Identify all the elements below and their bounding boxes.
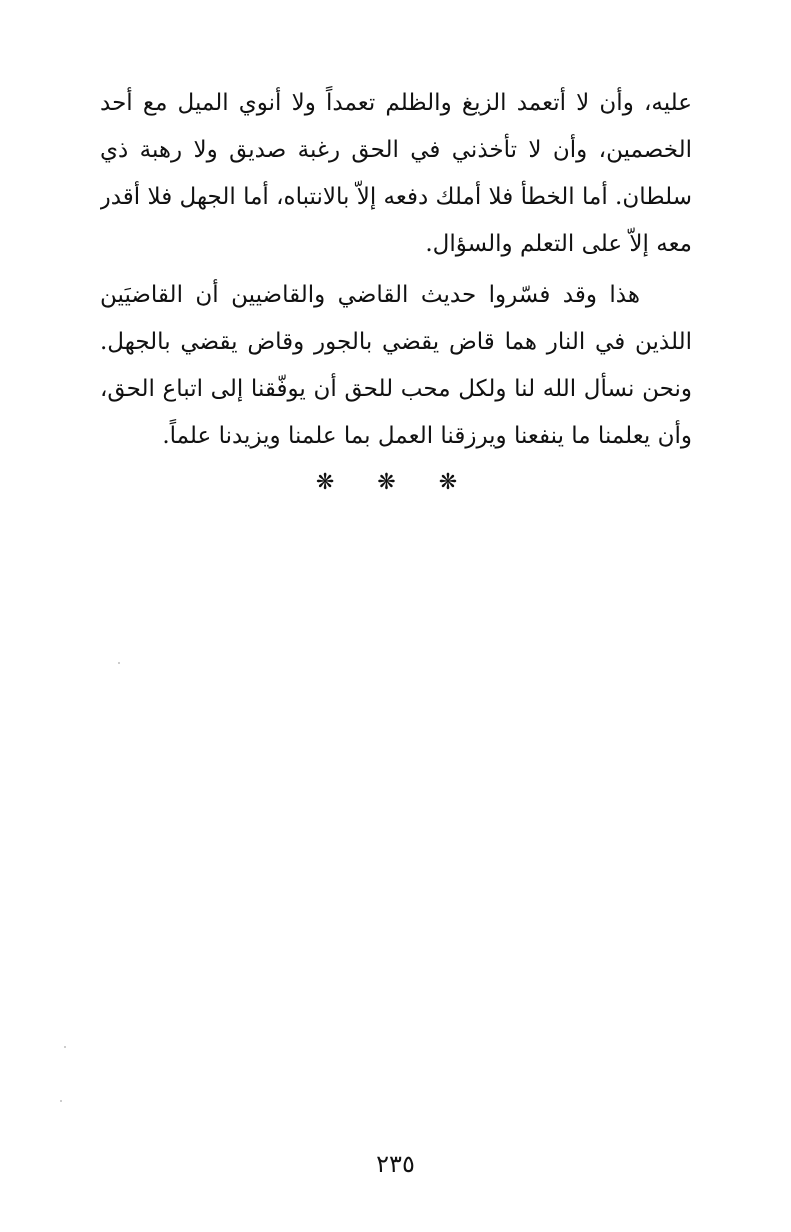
paragraph-line: الخصمين، وأن لا تأخذني في الحق رغبة صديق ولا رهبة ذي [100, 137, 692, 163]
paragraph-line: هذا وقد فسّروا حديث القاضي والقاضيين أن القاضيَين [100, 282, 640, 308]
scan-speck [118, 662, 120, 664]
scan-speck [64, 1046, 66, 1048]
paragraph-line: وأن يعلمنا ما ينفعنا ويرزقنا العمل بما علمنا ويزيدنا علماً. [162, 423, 692, 449]
section-separator: ❋ ❋ ❋ [315, 470, 476, 495]
paragraph-line: عليه، وأن لا أتعمد الزيغ والظلم تعمداً ولا أنوي الميل مع أحد [100, 90, 692, 116]
paragraph-line: اللذين في النار هما قاض يقضي بالجور وقاض يقضي بالجهل. [100, 329, 692, 355]
page-number: ٢٣٥ [376, 1150, 415, 1178]
scan-speck [60, 1100, 62, 1102]
paragraph-2 [100, 272, 692, 460]
paragraph-line: سلطان. أما الخطأ فلا أملك دفعه إلاّ بالانتباه، أما الجهل فلا أقدر [100, 184, 692, 210]
paragraph-line: معه إلاّ على التعلم والسؤال. [425, 231, 692, 257]
paragraph-1 [100, 80, 692, 268]
paragraph-line: ونحن نسأل الله لنا ولكل محب للحق أن يوفّقنا إلى اتباع الحق، [100, 376, 692, 402]
